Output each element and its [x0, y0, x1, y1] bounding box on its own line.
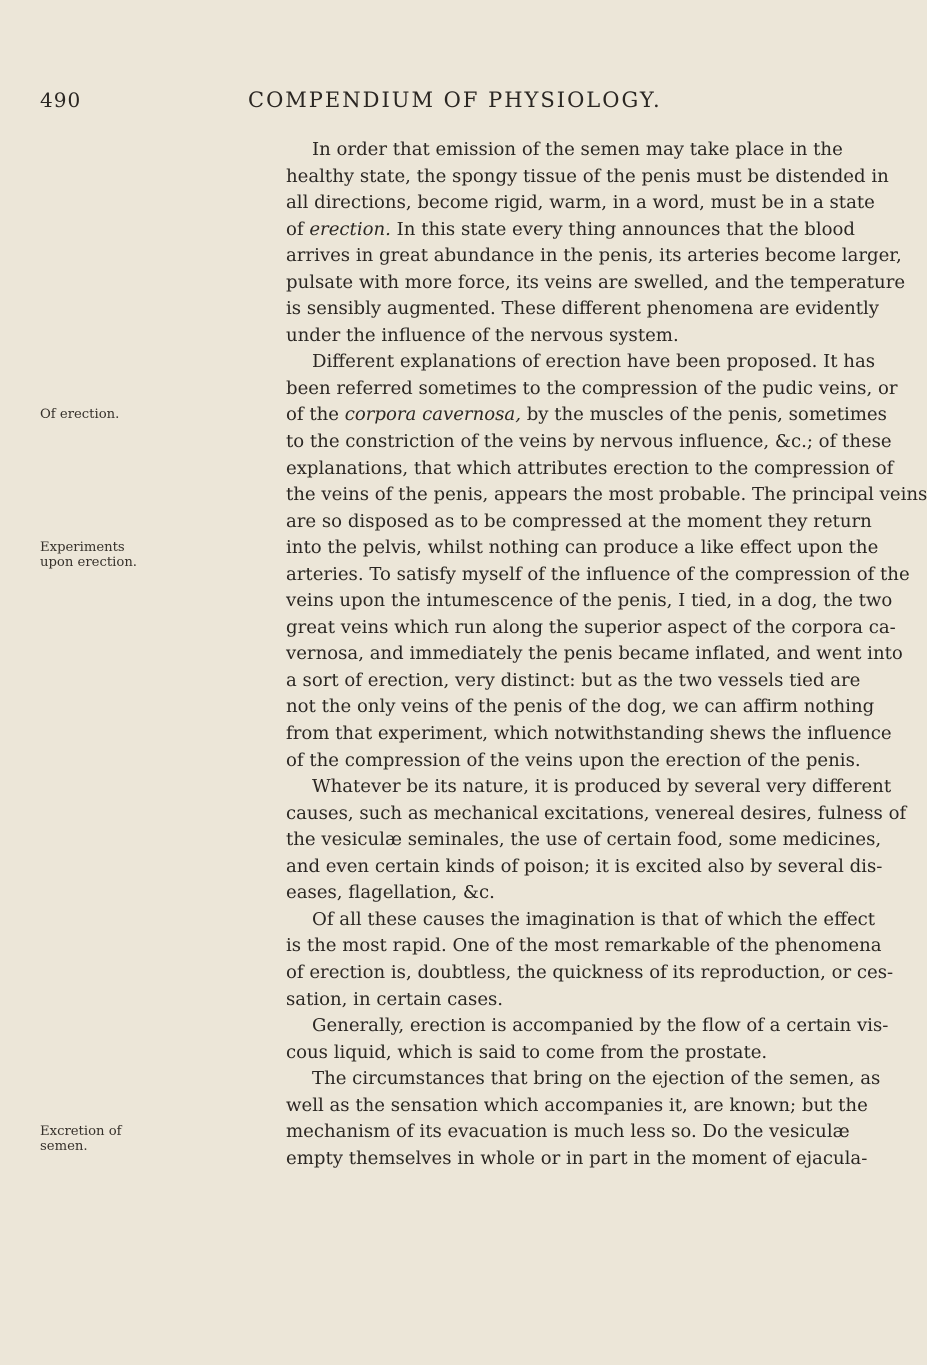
line-text: vernosa, and immediately the penis became inflated, and went into: [286, 643, 903, 665]
text-line: [40, 535, 879, 570]
line-text: of the compression of the veins upon the erection of the penis.: [286, 749, 861, 771]
margin-note-line: semen.: [40, 1138, 88, 1154]
text-line: [40, 270, 906, 297]
text-line: [40, 1013, 889, 1040]
text-line: [40, 854, 883, 881]
text-line: [40, 588, 893, 615]
line-text: sation, in certain cases.: [286, 988, 504, 1010]
line-text: mechanism of its evacuation is much less so. Do the vesiculæ: [286, 1121, 850, 1143]
text-line: [40, 164, 889, 191]
text-line: [40, 1066, 881, 1093]
italic-term: erection.: [309, 218, 391, 240]
margin-note-line: Excretion of: [40, 1124, 122, 1140]
text-line: [40, 933, 882, 960]
line-text: eases, flagellation, &c.: [286, 882, 495, 904]
text-line: [40, 827, 882, 854]
italic-term: corpora cavernosa,: [344, 404, 521, 426]
text-line: [40, 376, 898, 403]
text-line: [40, 721, 892, 748]
text-line: [40, 562, 910, 589]
line-text: The circumstances that bring on the ejection of the semen, as: [312, 1068, 881, 1090]
text-line: [40, 748, 861, 775]
line-text: the veins of the penis, appears the most probable. The principal veins: [286, 484, 927, 506]
text-line: [40, 456, 894, 483]
text-line: [40, 429, 892, 456]
text-line: [40, 1119, 850, 1154]
text-line: [40, 774, 892, 801]
text-line: [40, 190, 875, 217]
margin-note-line: Experiments: [40, 540, 125, 556]
line-text: to the constriction of the veins by nervous influence, &c.; of these: [286, 431, 892, 453]
line-text: great veins which run along the superior aspect of the corpora ca-: [286, 616, 896, 638]
text-line: [40, 1040, 792, 1067]
text-line: [40, 880, 792, 907]
text-line: [40, 296, 880, 323]
page-header: [40, 88, 770, 118]
line-text: of erection. In this state every thing announces that the blood: [286, 218, 856, 240]
text-line: [40, 960, 894, 987]
line-text: are so disposed as to be compressed at the moment they return: [286, 510, 872, 532]
line-text: the vesiculæ seminales, the use of certain food, some medicines,: [286, 829, 882, 851]
text-line: [40, 1093, 868, 1120]
line-text: a sort of erection, very distinct: but as the two vessels tied are: [286, 669, 861, 691]
line-text: and even certain kinds of poison; it is excited also by several dis-: [286, 855, 883, 877]
line-text: is the most rapid. One of the most remarkable of the phenomena: [286, 935, 882, 957]
line-text: not the only veins of the penis of the dog, we can affirm nothing: [286, 696, 875, 718]
line-text: empty themselves in whole or in part in the moment of ejacula-: [286, 1147, 868, 1169]
text-line: [40, 243, 902, 270]
text-line: [40, 402, 887, 429]
page-number: 490: [40, 88, 82, 112]
line-text: explanations, that which attributes erection to the compression of: [286, 457, 894, 479]
line-text: Whatever be its nature, it is produced by several very different: [312, 776, 892, 798]
text-line: [40, 907, 876, 934]
margin-note: [40, 408, 119, 423]
margin-note-line: upon erection.: [40, 554, 138, 570]
text-line: [40, 801, 907, 828]
line-text: well as the sensation which accompanies it, are known; but the: [286, 1094, 868, 1116]
text-line: [40, 482, 927, 509]
text-line: [40, 668, 861, 695]
text-line: [40, 641, 903, 668]
line-text: is sensibly augmented. These different phenomena are evidently: [286, 298, 880, 320]
line-text: causes, such as mechanical excitations, venereal desires, fulness of: [286, 802, 907, 824]
line-text: In order that emission of the semen may take place in the: [312, 139, 843, 160]
line-text: cous liquid, which is said to come from the prostate.: [286, 1041, 768, 1063]
line-text: arrives in great abundance in the penis, its arteries become larger,: [286, 245, 902, 267]
text-line: [40, 137, 843, 164]
line-text: of the corpora cavernosa, by the muscles of the penis, sometimes: [286, 404, 887, 426]
text-line: [40, 217, 856, 244]
text-line: [40, 323, 792, 350]
line-text: veins upon the intumescence of the penis, I tied, in a dog, the two: [286, 590, 893, 612]
line-text: healthy state, the spongy tissue of the penis must be distended in: [286, 165, 889, 187]
text-line: [40, 349, 876, 376]
text-line: [40, 694, 875, 721]
text-line: [40, 987, 792, 1014]
line-text: of erection is, doubtless, the quickness of its reproduction, or ces-: [286, 961, 894, 983]
line-text: Different explanations of erection have been proposed. It has: [312, 351, 876, 373]
line-text: pulsate with more force, its veins are swelled, and the temperature: [286, 271, 906, 293]
line-text: been referred sometimes to the compression of the pudic veins, or: [286, 377, 898, 399]
text-line: [40, 615, 896, 642]
margin-note-line: Of erection.: [40, 407, 120, 423]
line-text: into the pelvis, whilst nothing can produce a like effect upon the: [286, 537, 879, 559]
line-text: Generally, erection is accompanied by the flow of a certain vis-: [312, 1015, 889, 1037]
line-text: under the influence of the nervous system.: [286, 324, 679, 346]
running-title: COMPENDIUM OF PHYSIOLOGY.: [248, 88, 662, 112]
line-text: Of all these causes the imagination is that of which the effect: [312, 908, 876, 930]
line-text: arteries. To satisfy myself of the influence of the compression of the: [286, 563, 910, 585]
line-text: all directions, become rigid, warm, in a word, must be in a state: [286, 192, 875, 214]
text-line: [40, 509, 872, 536]
body-text: [40, 137, 927, 1172]
text-line: [40, 1146, 868, 1173]
line-text: from that experiment, which notwithstanding shews the influence: [286, 723, 892, 745]
